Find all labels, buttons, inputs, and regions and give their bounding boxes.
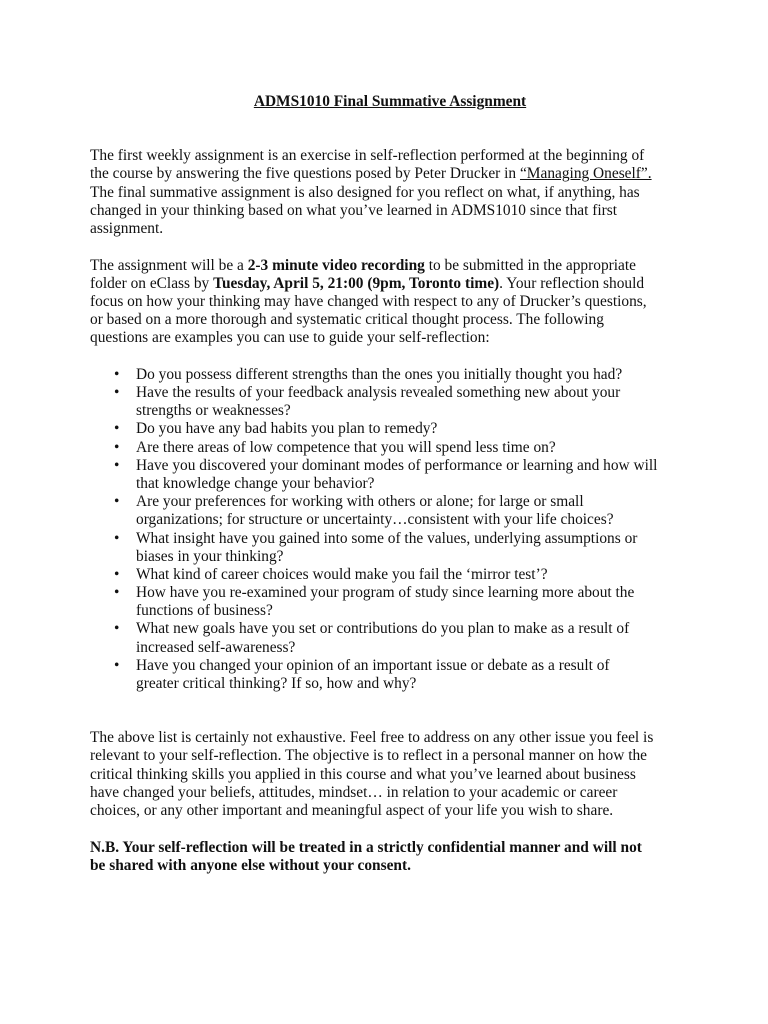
bullet-icon: • — [114, 565, 120, 583]
text-span: to be submitted in the appropriate — [424, 256, 636, 274]
bullet-icon: • — [114, 656, 120, 674]
text-span: folder on eClass by — [90, 274, 214, 292]
bullet-icon: • — [114, 493, 120, 511]
text-line — [90, 293, 690, 311]
list-item — [90, 620, 690, 656]
list-item — [90, 384, 690, 420]
text-line — [90, 165, 690, 183]
text-span: The assignment will be a — [90, 256, 248, 274]
bold-text: 2-3 minute video recording — [247, 256, 425, 274]
question-text: biases in your thinking? — [136, 547, 284, 565]
paragraph — [90, 257, 690, 348]
text-span: changed in your thinking based on what you’ve learned in ADMS1010 since that first — [90, 201, 618, 219]
question-text: increased self-awareness? — [136, 638, 296, 656]
question-text: Are your preferences for working with others or alone; for large or small — [136, 493, 584, 511]
text-line — [90, 184, 690, 202]
question-text: How have you re-examined your program of study since learning more about the — [136, 584, 635, 602]
text-line: critical thinking skills you applied in this course and what you’ve learned about business — [90, 765, 636, 783]
question-text: greater critical thinking? If so, how and why? — [136, 675, 417, 693]
list-item — [90, 420, 690, 438]
text-line: relevant to your self-reflection. The objective is to reflect in a personal manner on how the — [90, 747, 647, 765]
bullet-icon: • — [114, 529, 120, 547]
note-line: be shared with anyone else without your consent. — [90, 856, 411, 874]
text-line — [90, 147, 690, 165]
list-item — [90, 657, 690, 693]
question-text: strengths or weaknesses? — [136, 402, 291, 420]
list-item — [90, 457, 690, 493]
question-text: organizations; for structure or uncertainty…consistent with your life choices? — [136, 511, 614, 529]
list-item — [90, 366, 690, 384]
list-item — [90, 493, 690, 529]
intro-paragraphs — [90, 147, 690, 347]
question-text: Do you have any bad habits you plan to remedy? — [136, 420, 438, 438]
closing-paragraph — [90, 729, 690, 820]
reflection-questions-list — [90, 366, 690, 693]
text-line — [90, 311, 690, 329]
text-line — [90, 202, 690, 220]
text-span: The first weekly assignment is an exercise in self-reflection performed at the beginning of — [90, 147, 645, 165]
text-line — [90, 329, 690, 347]
text-line: have changed your beliefs, attitudes, mindset… in relation to your academic or career — [90, 783, 618, 801]
text-line — [90, 220, 690, 238]
question-text: that knowledge change your behavior? — [136, 474, 375, 492]
bullet-icon: • — [114, 365, 120, 383]
confidentiality-note — [90, 839, 690, 875]
text-span: the course by answering the five questions posed by Peter Drucker in — [90, 165, 520, 183]
question-text: Have you discovered your dominant modes of performance or learning and how will — [136, 456, 658, 474]
question-text: What kind of career choices would make you fail the ‘mirror test’? — [136, 565, 548, 583]
text-span: questions are examples you can use to guide your self-reflection: — [90, 329, 490, 347]
text-line — [90, 275, 690, 293]
paragraph — [90, 147, 690, 238]
list-item — [90, 584, 690, 620]
bullet-icon: • — [114, 456, 120, 474]
text-span: assignment. — [90, 219, 164, 237]
managing-oneself-link[interactable]: “Managing Oneself”. — [519, 165, 652, 183]
question-text: Have the results of your feedback analysis revealed something new about your — [136, 384, 621, 402]
bullet-icon: • — [114, 384, 120, 402]
text-line: The above list is certainly not exhaustive. Feel free to address on any other issue you feel is — [90, 729, 654, 747]
text-span: . Your reflection should — [499, 274, 645, 292]
document-title: ADMS1010 Final Summative Assignment — [253, 93, 527, 110]
bullet-icon: • — [114, 438, 120, 456]
question-text: functions of business? — [136, 602, 273, 620]
text-span: focus on how your thinking may have changed with respect to any of Drucker’s questions, — [90, 292, 647, 310]
question-text: What new goals have you set or contributions do you plan to make as a result of — [136, 620, 630, 638]
text-line — [90, 257, 690, 275]
text-line: choices, or any other important and meaningful aspect of your life you wish to share. — [90, 801, 614, 819]
list-item — [90, 566, 690, 584]
list-item — [90, 439, 690, 457]
question-text: Are there areas of low competence that you will spend less time on? — [136, 438, 556, 456]
question-text: Do you possess different strengths than the ones you initially thought you had? — [136, 365, 623, 383]
question-text: What insight have you gained into some of the values, underlying assumptions or — [136, 529, 638, 547]
note-line: N.B. Your self-reflection will be treated in a strictly confidential manner and will not — [90, 838, 642, 856]
bold-text: Tuesday, April 5, 21:00 (9pm, Toronto time) — [213, 274, 500, 292]
question-text: Have you changed your opinion of an important issue or debate as a result of — [136, 656, 610, 674]
bullet-icon: • — [114, 420, 120, 438]
text-span: The final summative assignment is also designed for you reflect on what, if anything, has — [90, 183, 640, 201]
list-item — [90, 530, 690, 566]
bullet-icon: • — [114, 620, 120, 638]
bullet-icon: • — [114, 584, 120, 602]
text-span: or based on a more thorough and systematic critical thought process. The following — [90, 311, 604, 329]
document-page — [90, 93, 690, 875]
